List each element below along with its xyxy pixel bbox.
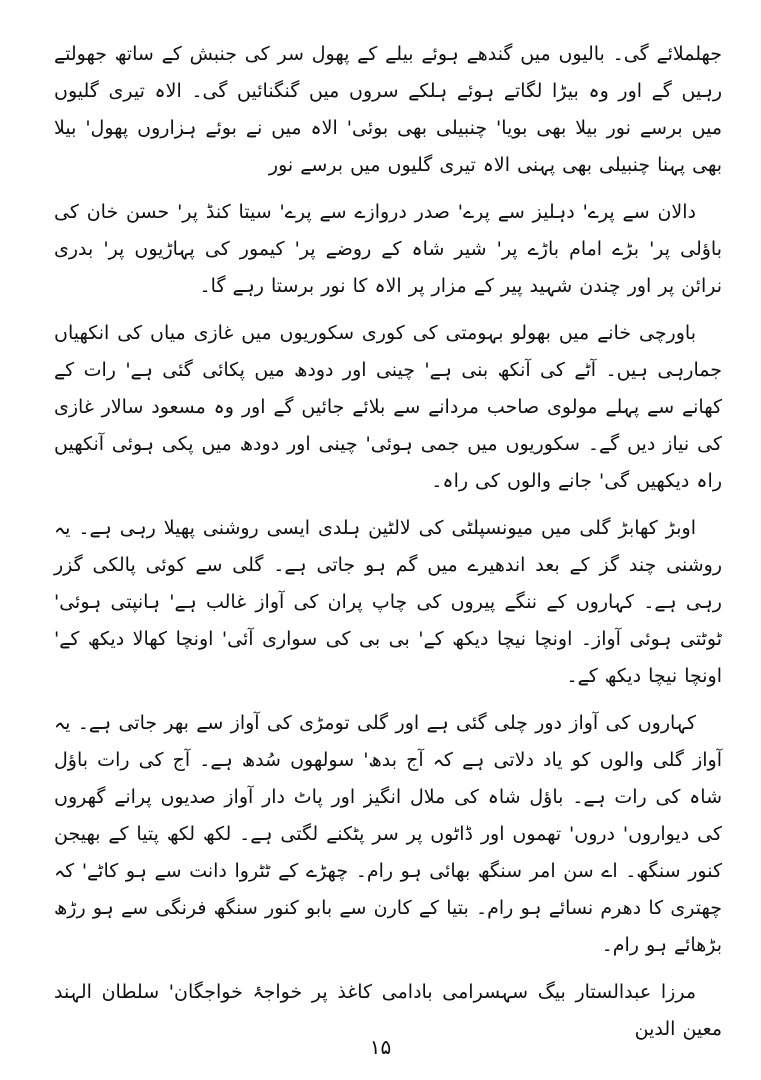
paragraph-3: باورچی خانے میں بھولو بہومتی کی کوری سکوریوں میں غازی میاں کی انکھیاں جمارہی ہیں۔ آٹے کی آنکھ بنی ہے' چینی اور دودھ میں پکائی گئی ہے' رات کے کھانے سے پہلے مولوی صاحب مردانے سے بلائے جائیں گے اور وہ مسعود سالار غازی کی نیاز دیں گے۔ سکوریوں میں جمی ہوئی' چینی اور دودھ میں پکی ہوئی آنکھیں راہ دیکھیں گی' جانے والوں کی راہ۔ bbox=[54, 322, 722, 492]
paragraph-5: کہاروں کی آواز دور چلی گئی ہے اور گلی تومڑی کی آواز سے بھر جاتی ہے۔ یہ آواز گلی والوں کو یاد دلاتی ہے کہ آج بدھ' سولھوں سُدھ ہے۔ آج کی رات باؤل شاہ کی رات ہے۔ باؤل شاہ کی ملال انگیز اور پاٹ دار آواز صدیوں پرانے گھروں کی دیواروں' دروں' تھموں اور ڈاٹوں پر سر پٹکنے لگتی ہے۔ لکھ لکھ پتیا کے بھیجن کنور سنگھ۔ اے سن امر سنگھ بھائی ہو رام۔ چھڑے کے ٹٹروا دانت سے ہو کاٹے' کہ چھتری کا دھرم نسائے ہو رام۔ بتیا کے کارن سے بابو کنور سنگھ فرنگی سے ہو رڑھ بڑھائے ہو رام۔ bbox=[54, 712, 722, 956]
document-body bbox=[54, 36, 722, 1048]
page-number: ۱۵ bbox=[369, 1035, 392, 1059]
paragraph-4: اوبڑ کھابڑ گلی میں میونسپلٹی کی لالٹین ہلدی ایسی روشنی پھیلا رہی ہے۔ یہ روشنی چند گز کے بعد اندھیرے میں گم ہو جاتی ہے۔ گلی سے کوئی پالکی گزر رہی ہے۔ کہاروں کے ننگے پیروں کی چاپ پران کی آواز غالب ہے' ہانپتی ہوئی' ٹوٹتی ہوئی آواز۔ اونچا نیچا دیکھ کے' بی بی کی سواری آئی' اونچا کھالا دیکھ کے' اونچا نیچا دیکھ کے۔ bbox=[54, 517, 722, 687]
paragraph-2: دالان سے پرے' دہلیز سے پرے' صدر دروازے سے پرے' سیتا کنڈ پر' حسن خان کی باؤلی پر' بڑے امام باڑے پر' شیر شاہ کے روضے پر' کیمور کی پہاڑیوں پر' بدری نرائن پر اور چندن شہید پیر کے مزار پر الاہ کا نور برستا رہے گا۔ bbox=[54, 201, 722, 297]
paragraph-1: جھلملائے گی۔ بالیوں میں گندھے ہوئے بیلے کے پھول سر کی جنبش کے ساتھ جھولتے رہیں گے اور وہ بیڑا لگاتے ہوئے ہلکے سروں میں گنگنائیں گی۔ الاہ تیری گلیوں میں برسے نور بیلا بھی بویا' چنبیلی بھی بوئی' الاہ میں نے بوئے ہزاروں پھول' بیلا بھی پہنا چنبیلی بھی پہنی الاہ تیری گلیوں میں برسے نور bbox=[54, 43, 722, 176]
paragraph-6: مرزا عبدالستار بیگ سہسرامی بادامی کاغذ پر خواجۂ خواجگان' سلطان الہند معین الدین bbox=[54, 981, 722, 1040]
